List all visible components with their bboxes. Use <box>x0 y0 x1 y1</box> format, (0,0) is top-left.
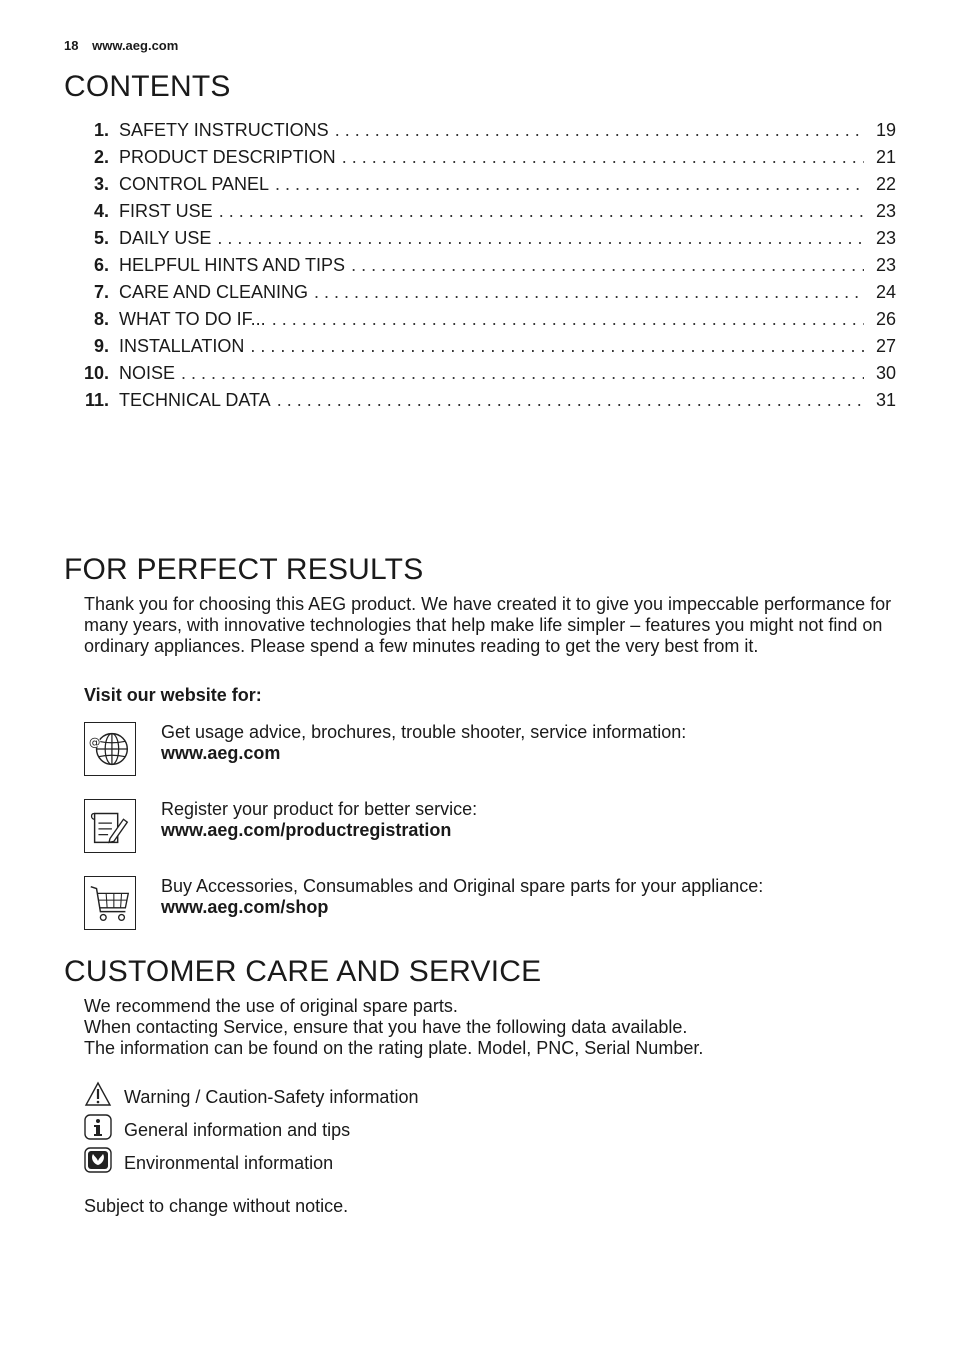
svg-text:@: @ <box>88 735 101 750</box>
link-description: Buy Accessories, Consumables and Original spare parts for your appliance: <box>161 876 764 896</box>
toc-number: 8. <box>93 309 109 329</box>
care-line: We recommend the use of original spare parts. <box>84 996 458 1016</box>
toc-leader <box>277 390 864 411</box>
toc-item[interactable] <box>74 363 896 390</box>
toc-number: 6. <box>93 255 109 275</box>
toc-leader <box>250 336 864 357</box>
toc-title: INSTALLATION <box>119 336 245 356</box>
shop-link[interactable]: www.aeg.com/shop <box>161 897 329 917</box>
toc-page: 30 <box>875 363 896 383</box>
toc-leader <box>335 120 864 141</box>
care-text <box>84 996 896 1059</box>
registration-link[interactable]: www.aeg.com/productregistration <box>161 820 452 840</box>
toc-title: WHAT TO DO IF... <box>119 309 266 329</box>
toc-number: 3. <box>93 174 109 194</box>
table-of-contents <box>74 120 896 417</box>
toc-number: 9. <box>93 336 109 356</box>
toc-title: FIRST USE <box>119 201 213 221</box>
link-description: Register your product for better service: <box>161 799 478 819</box>
toc-page: 23 <box>875 228 896 248</box>
toc-page: 23 <box>875 201 896 221</box>
toc-leader <box>351 255 864 276</box>
toc-page: 22 <box>875 174 896 194</box>
toc-item[interactable] <box>74 228 896 255</box>
toc-item[interactable] <box>74 201 896 228</box>
link-description: Get usage advice, brochures, trouble shooter, service information: <box>161 722 687 742</box>
toc-number: 4. <box>93 201 109 221</box>
toc-item[interactable] <box>74 147 896 174</box>
toc-leader <box>219 201 864 222</box>
toc-leader <box>314 282 864 303</box>
toc-page: 19 <box>875 120 896 140</box>
website-link[interactable]: www.aeg.com <box>161 743 281 763</box>
contents-title: CONTENTS <box>64 70 231 103</box>
web-link-item <box>84 722 896 778</box>
toc-page: 23 <box>875 255 896 275</box>
page-header <box>64 38 178 53</box>
toc-number: 1. <box>93 120 109 140</box>
web-link-item <box>84 876 896 932</box>
legend-text: Warning / Caution-Safety information <box>124 1087 419 1107</box>
toc-number: 7. <box>93 282 109 302</box>
results-title: FOR PERFECT RESULTS <box>64 553 424 586</box>
toc-number: 10. <box>83 363 109 383</box>
toc-title: NOISE <box>119 363 176 383</box>
toc-leader <box>272 309 864 330</box>
page-number: 18 <box>64 38 79 53</box>
footnote: Subject to change without notice. <box>84 1196 349 1216</box>
toc-item[interactable] <box>74 120 896 147</box>
legend-text: Environmental information <box>124 1153 334 1173</box>
care-line: The information can be found on the rating plate. Model, PNC, Serial Number. <box>84 1038 704 1058</box>
toc-leader <box>181 363 864 384</box>
toc-title: HELPFUL HINTS AND TIPS <box>119 255 346 275</box>
intro-paragraph: Thank you for choosing this AEG product. We have created it to give you impeccable performance for many years, with innovative technologies that help make life simpler – features you might not find on ordinary appliances. Please spend a few minutes reading to get the very best from it. <box>84 594 892 656</box>
toc-number: 2. <box>93 147 109 167</box>
toc-title: CARE AND CLEANING <box>119 282 309 302</box>
toc-leader <box>275 174 864 195</box>
registration-form-icon <box>84 799 136 853</box>
toc-title: PRODUCT DESCRIPTION <box>119 147 336 167</box>
toc-page: 27 <box>875 336 896 356</box>
visit-label: Visit our website for: <box>84 685 262 705</box>
care-line: When contacting Service, ensure that you have the following data available. <box>84 1017 688 1037</box>
web-globe-icon <box>84 722 136 776</box>
toc-title: DAILY USE <box>119 228 212 248</box>
legend-text: General information and tips <box>124 1120 351 1140</box>
header-url[interactable]: www.aeg.com <box>92 38 179 53</box>
toc-item[interactable] <box>74 282 896 309</box>
toc-title: TECHNICAL DATA <box>119 390 271 410</box>
toc-item[interactable] <box>74 336 896 363</box>
info-icon <box>84 1114 112 1140</box>
environment-icon <box>84 1147 112 1173</box>
web-link-item <box>84 799 896 855</box>
toc-item[interactable] <box>74 309 896 336</box>
toc-number: 5. <box>93 228 109 248</box>
toc-page: 21 <box>875 147 896 167</box>
toc-page: 24 <box>875 282 896 302</box>
toc-page: 31 <box>875 390 896 410</box>
warning-icon <box>84 1081 112 1107</box>
toc-title: CONTROL PANEL <box>119 174 270 194</box>
toc-page: 26 <box>875 309 896 329</box>
toc-leader <box>342 147 864 168</box>
care-title: CUSTOMER CARE AND SERVICE <box>64 955 542 988</box>
shopping-cart-icon <box>84 876 136 930</box>
toc-number: 11. <box>84 390 109 410</box>
toc-item[interactable] <box>74 390 896 417</box>
toc-item[interactable] <box>74 255 896 282</box>
toc-title: SAFETY INSTRUCTIONS <box>119 120 329 140</box>
toc-item[interactable] <box>74 174 896 201</box>
toc-leader <box>217 228 864 249</box>
